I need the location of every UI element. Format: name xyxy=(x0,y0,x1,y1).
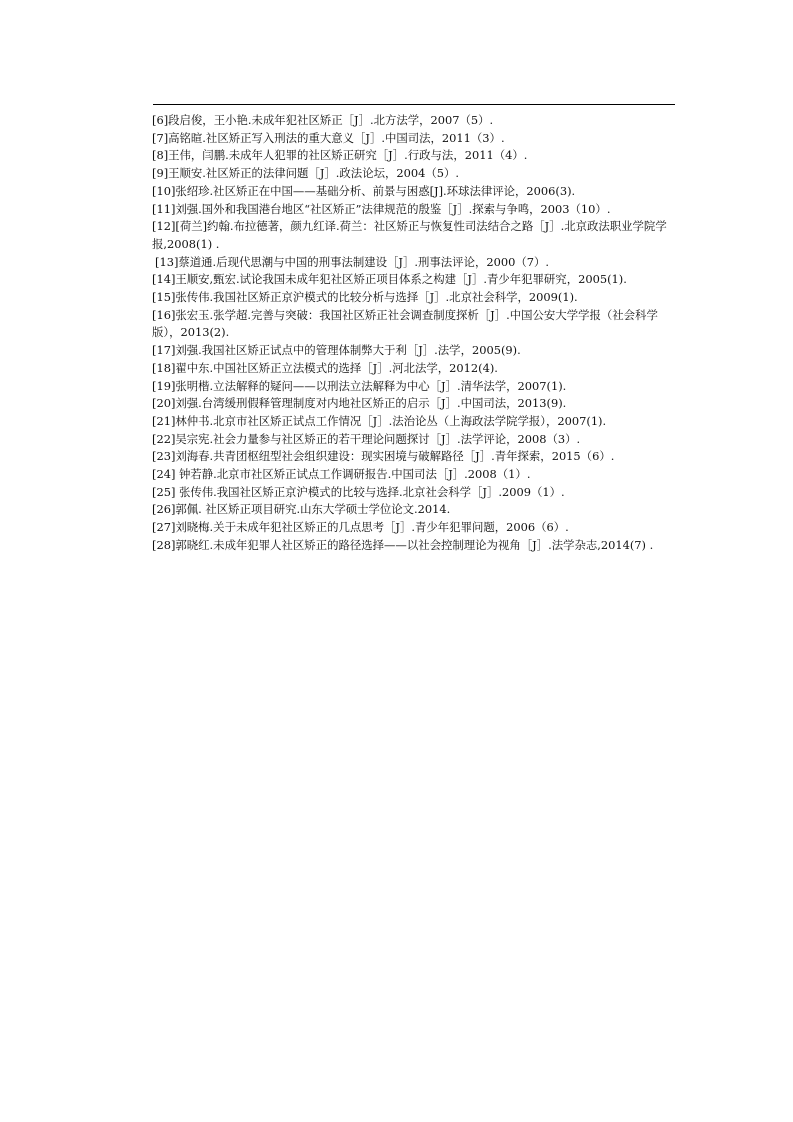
reference-item: [18]翟中东.中国社区矫正立法模式的选择［J］.河北法学，2012(4). xyxy=(152,360,498,375)
reference-item: [11]刘强.国外和我国港台地区“社区矫正”法律规范的殷鉴［J］.探索与争鸣，2003（10）. xyxy=(152,201,611,216)
reference-item: [16]张宏玉.张学超.完善与突破：我国社区矫正社会调查制度探析［J］.中国公安大学学报（社会科学版），2013(2). xyxy=(152,307,658,340)
reference-item: [10]张绍珍.社区矫正在中国——基础分析、前景与困惑[J].环球法律评论，2006(3). xyxy=(152,183,576,198)
reference-item: [17]刘强.我国社区矫正试点中的管理体制弊大于利［J］.法学，2005(9). xyxy=(152,343,521,358)
reference-item: [23]刘海春.共青团枢纽型社会组织建设：现实困境与破解路径［J］.青年探索，2015（6）. xyxy=(152,449,615,464)
reference-item: [19]张明楷.立法解释的疑问——以刑法立法解释为中心［J］.清华法学，2007(1). xyxy=(152,378,567,393)
reference-item: [21]林仲书.北京市社区矫正试点工作情况［J］.法治论丛（上海政法学院学报），2007(1). xyxy=(152,413,607,428)
reference-item: [28]郭晓红.未成年犯罪人社区矫正的路径选择——以社会控制理论为视角［J］.法学杂志,2014(7) . xyxy=(152,537,654,552)
reference-item: [14]王顺安,甄宏.试论我国未成年犯社区矫正项目体系之构建［J］.青少年犯罪研究，2005(1). xyxy=(152,272,627,287)
reference-item: [6]段启俊，王小艳.未成年犯社区矫正［J］.北方法学，2007（5）. xyxy=(152,113,494,127)
reference-item: [8]王伟，闫鹏.未成年人犯罪的社区矫正研究［J］.行政与法，2011（4）. xyxy=(152,148,528,163)
top-rule xyxy=(153,104,675,105)
reference-item: [12][荷兰]约翰.布拉德著，颜九红译.荷兰：社区矫正与恢复性司法结合之路［J］.北京政法职业学院学报,2008(1) . xyxy=(152,219,667,251)
reference-item: [20]刘强.台湾缓刑假释管理制度对内地社区矫正的启示［J］.中国司法，2013(9). xyxy=(152,396,567,411)
reference-item: [26]郭佩. 社区矫正项目研究.山东大学硕士学位论文.2014. xyxy=(152,502,451,517)
reference-item: [13]蔡道通.后现代思潮与中国的刑事法制建设［J］.刑事法评论，2000（7）. xyxy=(155,254,549,269)
reference-item: [27]刘晓梅.关于未成年犯社区矫正的几点思考［J］.青少年犯罪问题，2006（6）. xyxy=(152,520,569,535)
reference-item: [25] 张传伟.我国社区矫正京沪模式的比较与选择.北京社会科学［J］.2009（1）. xyxy=(152,484,565,499)
reference-item: [7]高铭暄.社区矫正写入刑法的重大意义［J］.中国司法，2011（3）. xyxy=(152,130,505,145)
reference-list xyxy=(152,112,676,555)
reference-item: [22]吴宗宪.社会力量参与社区矫正的若干理论问题探讨［J］.法学评论，2008（3）. xyxy=(152,431,581,446)
reference-item: [9]王顺安.社区矫正的法律问题［J］.政法论坛，2004（5）. xyxy=(152,166,460,181)
reference-item: [24] 钟若静.北京市社区矫正试点工作调研报告.中国司法［J］.2008（1）. xyxy=(152,467,531,482)
reference-item: [15]张传伟.我国社区矫正京沪模式的比较分析与选择［J］.北京社会科学，2009(1). xyxy=(152,290,578,305)
